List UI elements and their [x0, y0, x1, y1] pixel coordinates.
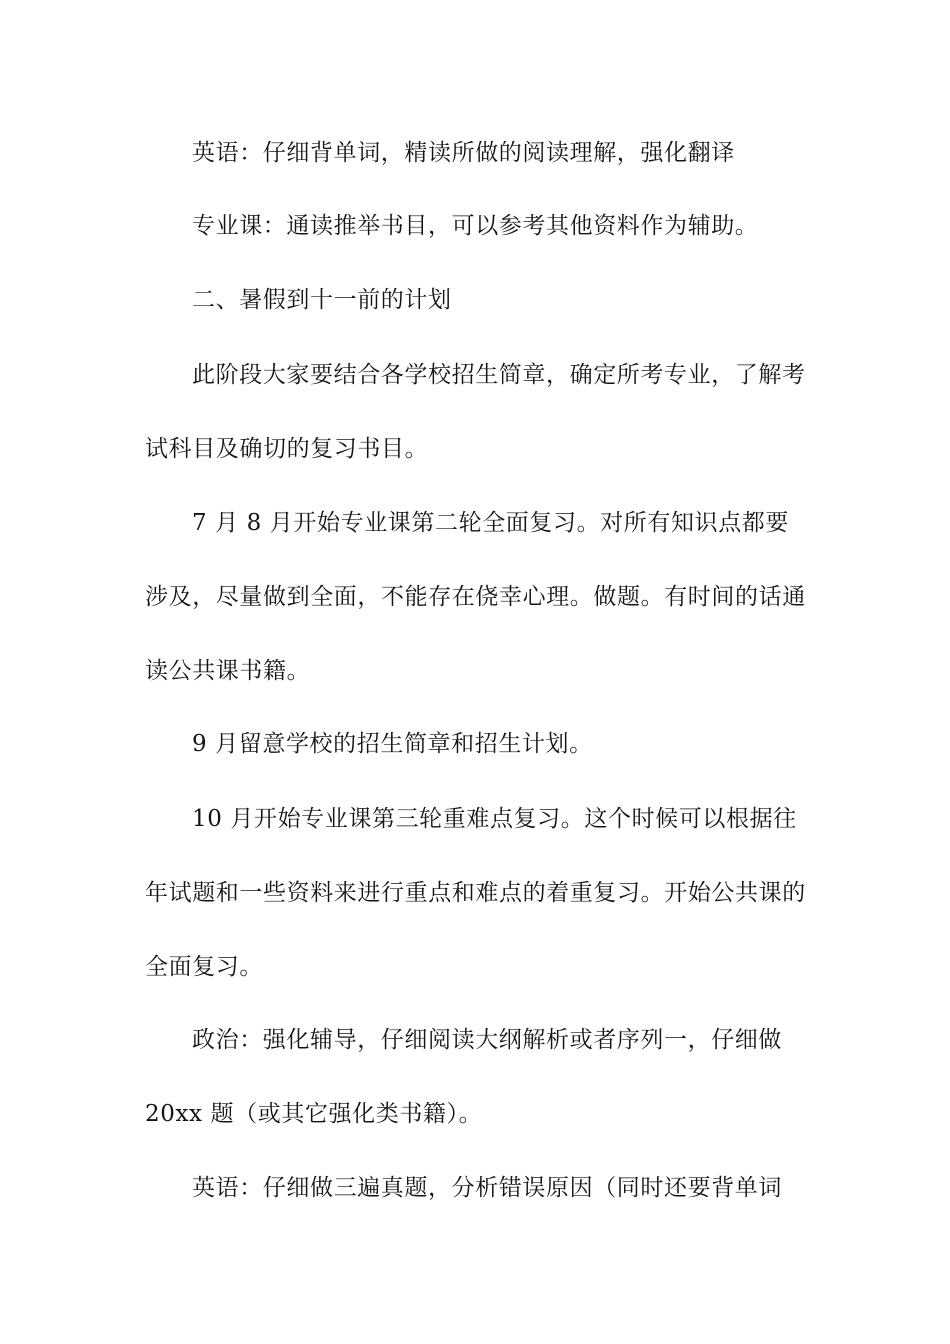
- paragraph-september: 9 月留意学校的招生简章和招生计划。: [192, 731, 593, 757]
- paragraph-stage-overview: 此阶段大家要结合各学校招生简章，确定所考专业，了解考试科目及确切的复习书目。: [145, 362, 806, 462]
- paragraph-major-plan: 专业课：通读推举书目，可以参考其他资料作为辅助。: [192, 213, 759, 239]
- section-heading-summer-plan: 二、暑假到十一前的计划: [192, 287, 452, 313]
- paragraph-politics: 政治：强化辅导，仔细阅读大纲解析或者序列一，仔细做20xx 题（或其它强化类书籍）。: [145, 1027, 782, 1127]
- paragraph-english-plan: 英语：仔细背单词，精读所做的阅读理解，强化翻译: [192, 140, 735, 166]
- paragraph-english-review: 英语：仔细做三遍真题，分析错误原因（同时还要背单词: [192, 1175, 782, 1201]
- paragraph-october: 10 月开始专业课第三轮重难点复习。这个时候可以根据往年试题和一些资料来进行重点和难点的着重复习。开始公共课的全面复习。: [145, 806, 806, 980]
- paragraph-july-august: 7 月 8 月开始专业课第二轮全面复习。对所有知识点都要涉及，尽量做到全面，不能存在侥幸心理。做题。有时间的话通读公共课书籍。: [145, 510, 806, 684]
